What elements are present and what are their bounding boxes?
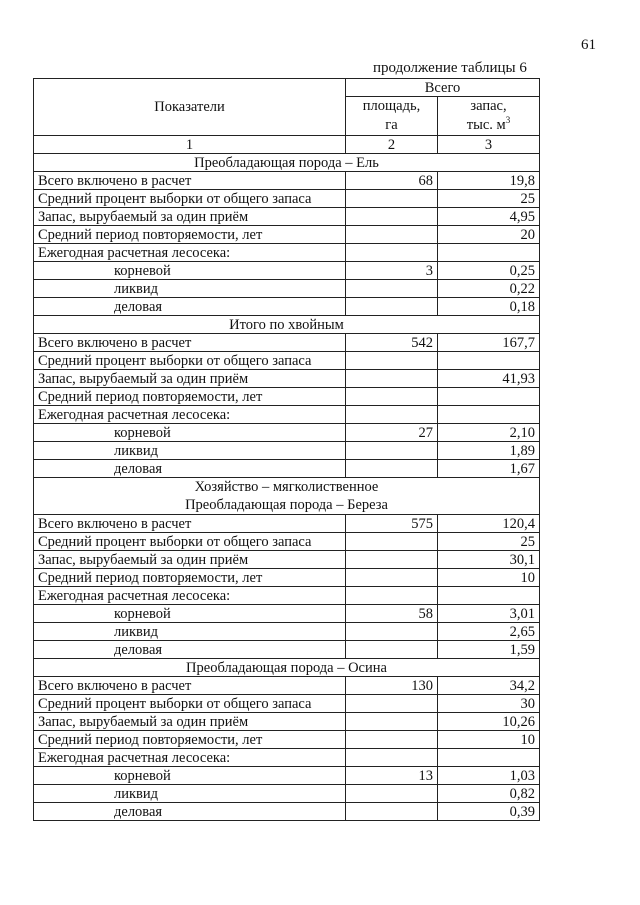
row-area [346,623,438,641]
table-row [34,749,540,767]
row-label: Ежегодная расчетная лесосека: [34,749,346,767]
row-label: Средний период повторяемости, лет [34,569,346,587]
row-area: 542 [346,334,438,352]
row-stock: 167,7 [438,334,540,352]
column-number-3: 3 [438,136,540,154]
row-area [346,244,438,262]
table-row [34,587,540,605]
table-row [34,208,540,226]
table-row [34,623,540,641]
table-row [34,713,540,731]
table-row [34,460,540,478]
table-row [34,785,540,803]
row-area [346,460,438,478]
table-row [34,803,540,821]
table-row [34,515,540,533]
row-area [346,533,438,551]
row-area: 130 [346,677,438,695]
row-area [346,442,438,460]
row-label: Всего включено в расчет [34,334,346,352]
row-label: Запас, вырубаемый за один приём [34,551,346,569]
header-total: Всего [346,79,540,97]
row-label: корневой [34,262,346,280]
section-title [34,478,540,515]
row-label: Всего включено в расчет [34,677,346,695]
table-row [34,424,540,442]
header-area-line1: площадь, [362,98,421,114]
table-row [34,605,540,623]
row-stock [438,388,540,406]
header-stock-line2: тыс. м [466,117,506,133]
row-area [346,370,438,388]
row-area [346,352,438,370]
row-stock: 10 [438,731,540,749]
row-stock: 0,22 [438,280,540,298]
table-body [34,154,540,821]
row-stock [438,352,540,370]
row-area [346,388,438,406]
column-number-1: 1 [34,136,346,154]
row-label: корневой [34,605,346,623]
row-stock: 4,95 [438,208,540,226]
table-row [34,677,540,695]
row-stock: 0,18 [438,298,540,316]
row-label: ликвид [34,280,346,298]
table-row [34,767,540,785]
table-row [34,190,540,208]
row-stock: 25 [438,190,540,208]
row-area [346,587,438,605]
row-label: Ежегодная расчетная лесосека: [34,587,346,605]
table-row [34,406,540,424]
row-label: Средний период повторяемости, лет [34,226,346,244]
header-stock-sup: 3 [505,115,511,126]
row-area: 68 [346,172,438,190]
row-label: ликвид [34,785,346,803]
row-stock: 1,89 [438,442,540,460]
row-label: Запас, вырубаемый за один приём [34,208,346,226]
row-stock: 0,39 [438,803,540,821]
section-title-line2: Преобладающая порода – Береза [185,497,388,513]
table-row [34,569,540,587]
row-label: деловая [34,298,346,316]
table-row [34,352,540,370]
row-area [346,226,438,244]
row-label: Всего включено в расчет [34,172,346,190]
table-row [34,388,540,406]
row-label: деловая [34,460,346,478]
row-area [346,731,438,749]
row-label: Средний период повторяемости, лет [34,731,346,749]
row-area: 3 [346,262,438,280]
row-stock: 1,67 [438,460,540,478]
row-label: деловая [34,641,346,659]
table-row [34,442,540,460]
row-area [346,749,438,767]
row-stock [438,587,540,605]
row-label: ликвид [34,442,346,460]
row-stock: 10,26 [438,713,540,731]
section-title-line1: Хозяйство – мягколиственное [194,479,379,495]
row-stock: 41,93 [438,370,540,388]
row-area: 575 [346,515,438,533]
row-area: 58 [346,605,438,623]
table-row [34,731,540,749]
row-label: Запас, вырубаемый за один приём [34,370,346,388]
header-area [346,97,438,136]
row-stock: 20 [438,226,540,244]
row-area: 13 [346,767,438,785]
table-row [34,262,540,280]
row-stock: 2,65 [438,623,540,641]
table-row [34,370,540,388]
row-stock: 0,25 [438,262,540,280]
section-header [34,316,540,334]
table-row [34,244,540,262]
row-label: Ежегодная расчетная лесосека: [34,406,346,424]
section-title: Преобладающая порода – Осина [34,659,540,677]
row-stock: 10 [438,569,540,587]
row-stock [438,406,540,424]
row-area [346,713,438,731]
table-row [34,695,540,713]
row-label: Средний процент выборки от общего запаса [34,352,346,370]
row-stock: 30 [438,695,540,713]
row-area [346,298,438,316]
row-label: корневой [34,424,346,442]
table-row [34,551,540,569]
row-stock [438,244,540,262]
row-label: Запас, вырубаемый за один приём [34,713,346,731]
table-row [34,533,540,551]
row-area [346,551,438,569]
row-stock: 30,1 [438,551,540,569]
table-row [34,172,540,190]
table-caption: продолжение таблицы 6 [373,60,527,76]
row-area [346,280,438,298]
row-stock: 25 [438,533,540,551]
row-label: корневой [34,767,346,785]
row-label: ликвид [34,623,346,641]
row-label: Средний период повторяемости, лет [34,388,346,406]
section-header [34,478,540,515]
section-title: Итого по хвойным [34,316,540,334]
row-stock: 0,82 [438,785,540,803]
row-label: Ежегодная расчетная лесосека: [34,244,346,262]
row-area [346,695,438,713]
row-stock: 1,03 [438,767,540,785]
page-number: 61 [581,37,596,53]
table-row [34,334,540,352]
table-row [34,280,540,298]
row-area [346,190,438,208]
header-area-line2: га [385,117,398,133]
column-number-2: 2 [346,136,438,154]
header-stock [438,97,540,136]
section-header [34,659,540,677]
row-area [346,641,438,659]
row-stock: 19,8 [438,172,540,190]
row-label: Всего включено в расчет [34,515,346,533]
row-area: 27 [346,424,438,442]
row-stock: 1,59 [438,641,540,659]
row-area [346,803,438,821]
row-area [346,406,438,424]
row-stock: 3,01 [438,605,540,623]
table-row [34,226,540,244]
row-area [346,785,438,803]
row-area [346,569,438,587]
row-area [346,208,438,226]
header-stock-line1: запас, [470,98,507,114]
row-stock: 120,4 [438,515,540,533]
section-title: Преобладающая порода – Ель [34,154,540,172]
table-row [34,641,540,659]
section-header [34,154,540,172]
row-label: Средний процент выборки от общего запаса [34,190,346,208]
row-stock [438,749,540,767]
forest-table [33,78,540,821]
row-stock: 34,2 [438,677,540,695]
header-indicators: Показатели [34,79,346,136]
table-row [34,298,540,316]
row-label: Средний процент выборки от общего запаса [34,695,346,713]
row-stock: 2,10 [438,424,540,442]
row-label: деловая [34,803,346,821]
row-label: Средний процент выборки от общего запаса [34,533,346,551]
